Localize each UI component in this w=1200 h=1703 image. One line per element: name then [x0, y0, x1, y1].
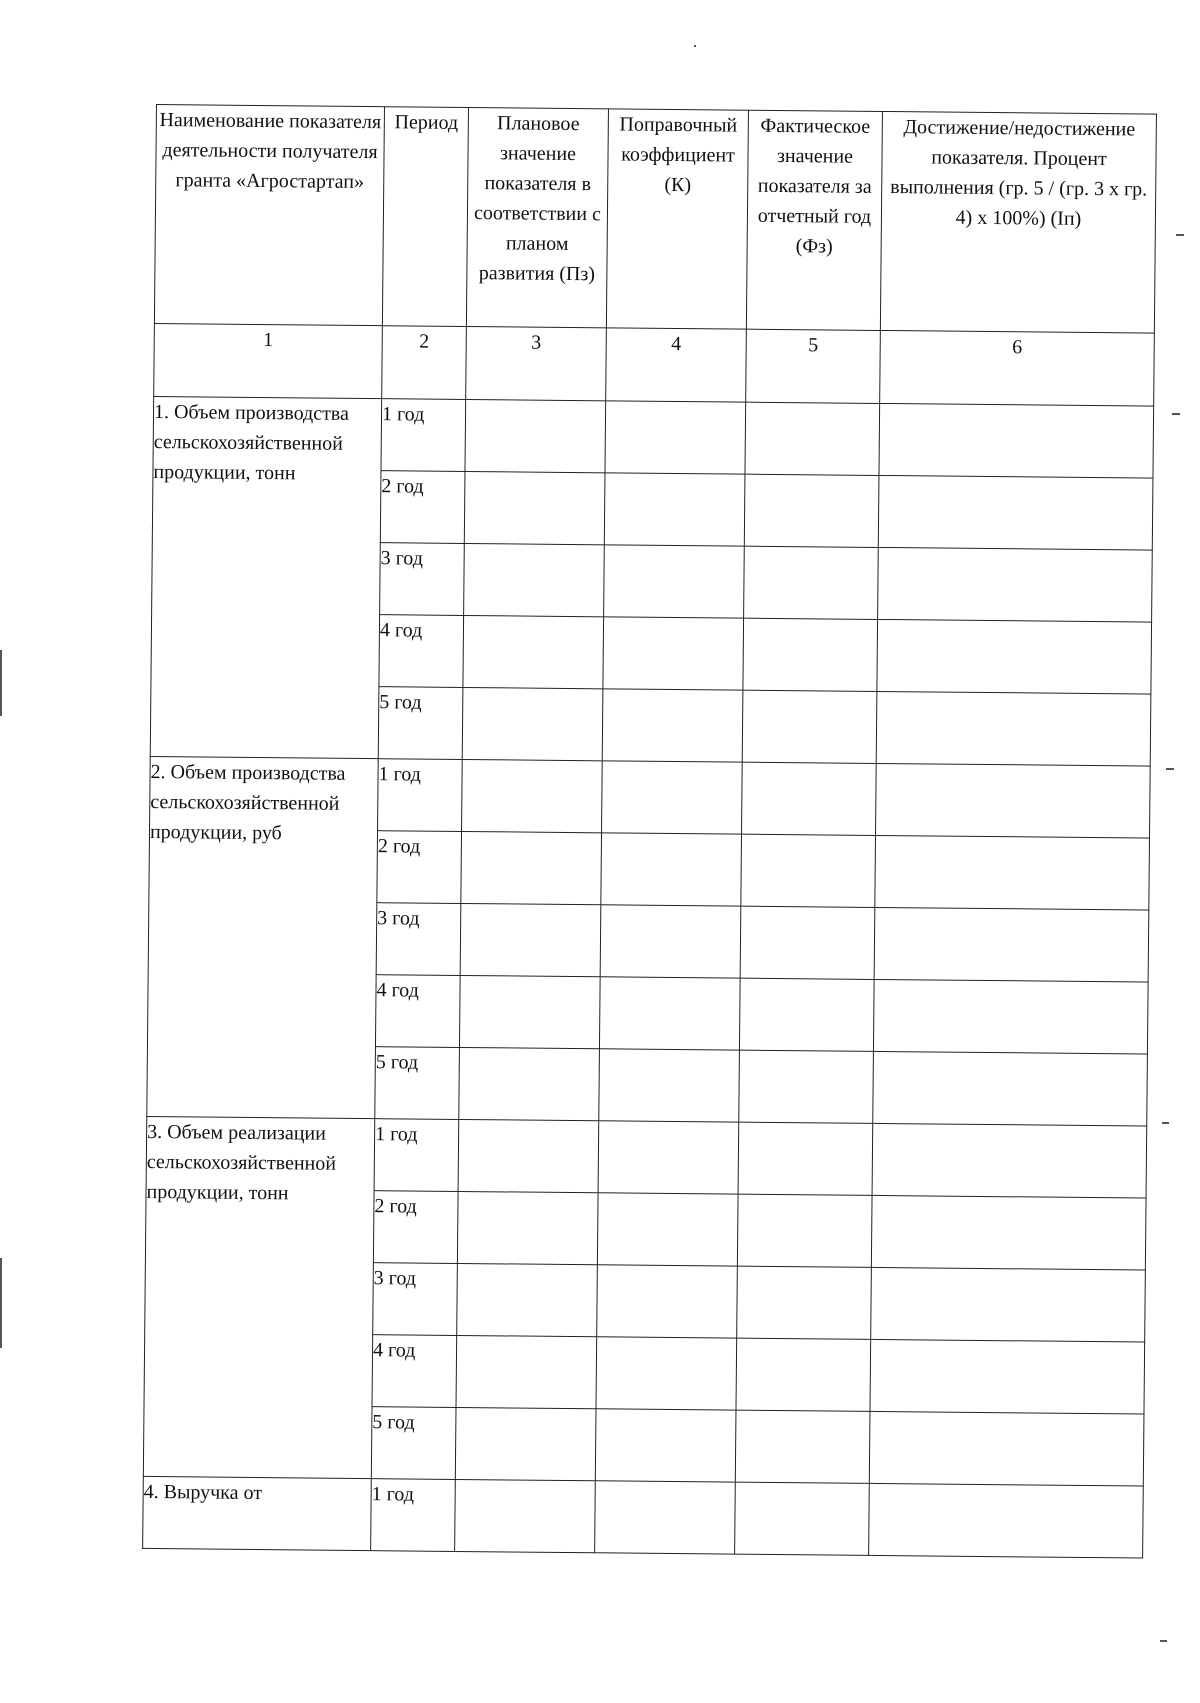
coefficient-cell — [599, 1049, 740, 1122]
coefficient-cell — [604, 473, 745, 546]
planned-value-cell — [458, 1119, 599, 1192]
column-number: 1 — [154, 323, 383, 398]
planned-value-cell — [455, 1479, 596, 1552]
header-achievement-percent: Достижение/недостижение показателя. Процент выполнения (гр. 5 / (гр. 3 х гр. 4) х 100%) (Iп) — [880, 111, 1156, 333]
planned-value-cell — [465, 399, 606, 472]
achievement-cell — [869, 1411, 1144, 1486]
scan-mark — [1160, 1640, 1167, 1642]
planned-value-cell — [459, 975, 600, 1048]
period-cell: 5 год — [378, 687, 463, 760]
planned-value-cell — [456, 1335, 597, 1408]
column-number: 5 — [746, 329, 881, 403]
coefficient-cell — [600, 905, 741, 978]
actual-value-cell — [741, 834, 876, 907]
planned-value-cell — [464, 471, 605, 544]
table-row — [153, 396, 1154, 478]
planned-value-cell — [460, 903, 601, 976]
achievement-cell — [874, 907, 1149, 982]
coefficient-cell — [597, 1193, 738, 1266]
coefficient-cell — [595, 1481, 736, 1554]
coefficient-cell — [598, 1121, 739, 1194]
column-number: 6 — [880, 330, 1155, 406]
scan-mark — [1172, 413, 1180, 415]
period-cell: 2 год — [380, 471, 465, 544]
period-cell: 3 год — [373, 1263, 458, 1336]
actual-value-cell — [737, 1194, 872, 1267]
coefficient-cell — [595, 1409, 736, 1482]
period-cell: 4 год — [375, 975, 460, 1048]
period-cell: 3 год — [380, 543, 465, 616]
period-cell: 1 год — [381, 399, 466, 472]
scan-mark — [0, 1258, 2, 1348]
column-number-row — [154, 323, 1155, 406]
achievement-cell — [873, 1051, 1148, 1126]
coefficient-cell — [604, 545, 745, 618]
achievement-cell — [878, 547, 1153, 622]
table-row — [143, 1476, 1144, 1558]
period-cell: 1 год — [371, 1479, 456, 1552]
period-cell: 4 год — [372, 1335, 457, 1408]
period-cell: 2 год — [377, 831, 462, 904]
actual-value-cell — [739, 1050, 874, 1123]
planned-value-cell — [457, 1191, 598, 1264]
planned-value-cell — [457, 1263, 598, 1336]
achievement-cell — [875, 835, 1150, 910]
scan-mark — [1166, 768, 1174, 770]
achievement-cell — [876, 691, 1151, 766]
actual-value-cell — [740, 906, 875, 979]
planned-value-cell — [459, 1047, 600, 1120]
period-cell: 1 год — [378, 759, 463, 832]
column-number: 4 — [606, 328, 747, 402]
period-cell: 3 год — [376, 903, 461, 976]
header-correction-coefficient: Поправочный коэффициент (К) — [606, 109, 748, 329]
period-cell: 5 год — [371, 1407, 456, 1480]
coefficient-cell — [597, 1265, 738, 1338]
achievement-cell — [878, 475, 1153, 550]
actual-value-cell — [737, 1266, 872, 1339]
indicator-name: 3. Объем реализации сельскохозяйственной продукции, тонн — [143, 1116, 374, 1478]
table-row — [146, 1116, 1147, 1198]
indicator-name: 1. Объем производства сельскохозяйственной продукции, тонн — [150, 396, 381, 758]
period-cell: 5 год — [375, 1047, 460, 1120]
actual-value-cell — [744, 546, 879, 619]
actual-value-cell — [739, 978, 874, 1051]
achievement-cell — [873, 979, 1148, 1054]
achievement-cell — [869, 1483, 1144, 1558]
period-cell: 4 год — [379, 615, 464, 688]
planned-value-cell — [455, 1407, 596, 1480]
planned-value-cell — [464, 543, 605, 616]
coefficient-cell — [605, 401, 746, 474]
coefficient-cell — [599, 977, 740, 1050]
header-row — [154, 105, 1156, 334]
coefficient-cell — [596, 1337, 737, 1410]
coefficient-cell — [603, 617, 744, 690]
actual-value-cell — [743, 618, 878, 691]
column-number: 2 — [382, 326, 467, 400]
achievement-cell — [871, 1195, 1146, 1270]
period-cell: 1 год — [374, 1119, 459, 1192]
planned-value-cell — [463, 615, 604, 688]
actual-value-cell — [745, 402, 880, 475]
coefficient-cell — [601, 833, 742, 906]
actual-value-cell — [742, 762, 877, 835]
achievement-cell — [871, 1267, 1146, 1342]
column-number: 3 — [466, 326, 607, 400]
scan-mark — [1176, 234, 1184, 236]
indicator-name: 2. Объем производства сельскохозяйственной продукции, руб — [147, 756, 378, 1118]
indicator-table — [142, 104, 1157, 1559]
actual-value-cell — [735, 1410, 870, 1483]
actual-value-cell — [742, 690, 877, 763]
planned-value-cell — [461, 831, 602, 904]
scan-mark — [1162, 1122, 1169, 1124]
scan-mark — [694, 45, 696, 47]
actual-value-cell — [736, 1338, 871, 1411]
achievement-cell — [877, 619, 1152, 694]
actual-value-cell — [735, 1482, 870, 1555]
header-indicator-name: Наименование показателя деятельности получателя гранта «Агростартап» — [154, 105, 384, 326]
header-actual-value: Фактическое значение показателя за отчетный год (Фз) — [746, 110, 882, 330]
period-cell: 2 год — [373, 1191, 458, 1264]
actual-value-cell — [744, 474, 879, 547]
achievement-cell — [876, 763, 1151, 838]
coefficient-cell — [602, 689, 743, 762]
scan-mark — [0, 650, 2, 716]
actual-value-cell — [738, 1122, 873, 1195]
indicator-name: 4. Выручка от — [143, 1476, 372, 1550]
achievement-cell — [870, 1339, 1145, 1414]
planned-value-cell — [462, 687, 603, 760]
table-row — [150, 756, 1151, 838]
header-planned-value: Плановое значение показателя в соответствии с планом развития (Пз) — [466, 107, 608, 327]
coefficient-cell — [602, 761, 743, 834]
header-period: Период — [382, 107, 468, 327]
achievement-cell — [872, 1123, 1147, 1198]
achievement-cell — [879, 403, 1154, 478]
planned-value-cell — [462, 759, 603, 832]
